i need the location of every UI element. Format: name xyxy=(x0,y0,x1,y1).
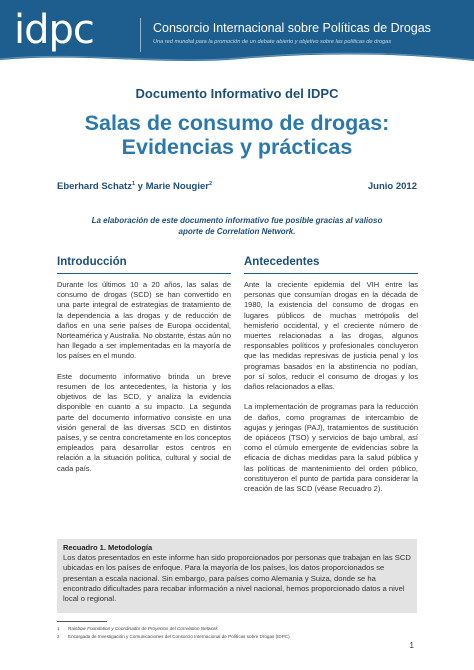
header-banner xyxy=(0,0,474,66)
acknowledgement-line-2: aporte de Correlation Network. xyxy=(178,227,296,236)
column-introduccion xyxy=(57,280,231,484)
paragraph: Durante los últimos 10 a 20 años, las salas de consumo de drogas (SCD) se han convertido en una parte integral de estrategias de tratamiento de la dependencia a las drogas y de reducción de daños en una serie países de Europa occidental, Norteamérica y Australia. No obstante, éstas aún no han llegado a ser implementadas en la mayoría de los países en el mundo. xyxy=(57,280,231,361)
header-wave-decoration xyxy=(0,50,474,68)
page-title xyxy=(0,111,474,159)
paragraph: Este documento informativo brinda un breve resumen de los antecedentes, la historia y los objetivos de las SCD, y analiza la evidencia disponible en cuanto a su impacto. La segunda parte del documento informativo consiste en una visión general de las diversas SCD en distintos países, y se centra concretamente en los conceptos empleados para desarrollar estos centros en relación a la situación política, cultural y social de cada país. xyxy=(57,371,231,473)
heading-introduccion: Introducción xyxy=(57,256,127,268)
acknowledgement-line-1: La elaboración de este documento informativo fue posible gracias al valioso xyxy=(91,216,383,225)
footnote-number: 1 xyxy=(57,626,60,631)
footnote-text: Rainbow Foundation y Coordinador de Proyectos del Correlation Network xyxy=(68,626,218,631)
footnote xyxy=(57,625,218,632)
page-number: 1 xyxy=(409,641,414,650)
document-type: Documento Informativo del IDPC xyxy=(135,86,339,101)
heading-underline xyxy=(57,273,231,274)
title-line-1: Salas de consumo de drogas: xyxy=(84,111,390,135)
footnote-text: Encargada de Investigación y Comunicaciones del Consorcio Internacional de Políticas sobre Drogas (IDPC) xyxy=(68,634,290,639)
heading-antecedentes: Antecedentes xyxy=(244,256,320,268)
footnote-ref-2: 2 xyxy=(208,181,213,187)
column-antecedentes xyxy=(244,280,418,504)
paragraph: Ante la creciente epidemia del VIH entre las personas que consumían drogas en la década de 1980, la existencia del consumo de drogas en lugares públicos de muchas metrópolis del hemisferio occidental, y el creciente número de muertes relacionadas a las drogas, algunos responsables políticos y profesionales concluyeron que las medidas represivas de justicia penal y los programas basados en la abstinencia no podían, por sí solos, reducir el consumo de drogas y los daños relacionados a ellas. xyxy=(244,280,418,392)
footnote-number: 2 xyxy=(57,634,60,639)
footnote-ref-1: 1 xyxy=(131,181,136,187)
publication-date: Junio 2012 xyxy=(367,181,417,192)
authors xyxy=(57,181,212,192)
footnote-divider xyxy=(57,621,107,622)
heading-underline xyxy=(244,273,418,274)
author-2: y Marie Nougier xyxy=(135,181,209,193)
recuadro-text: Los datos presentados en este informe han sido proporcionados por personas que trabajan en las SCD ubicadas en los países de enfoque. Para la mayoría de los países, los datos proporcionados se presentan a escala nacional. Sin embargo, para países como Alemania y Suiza, donde se ha encontrado dificultades para recabar información a nivel nacional, hemos proporcionado datos a nivel local o regional. xyxy=(63,553,411,604)
recuadro-metodologia xyxy=(57,539,417,613)
org-name: Consorcio Internacional sobre Políticas de Drogas xyxy=(153,21,431,35)
idpc-logo: idpc xyxy=(14,7,94,53)
logo-divider xyxy=(140,18,141,52)
org-tagline: Una red mundial para la promoción de un debate abierto y objetivo sobre las políticas de drogas xyxy=(153,39,392,45)
footnote xyxy=(57,633,290,640)
recuadro-title: Recuadro 1. Metodología xyxy=(63,543,153,552)
acknowledgement xyxy=(70,215,404,237)
paragraph: La implementación de programas para la reducción de daños, como programas de intercambio de agujas y jeringas (PAJ), tratamientos de sustitución de opiáceos (TSO) y servicios de bajo umbral, así como el cúmulo emergente de evidencias sobre la eficacia de dichas medidas para la salud pública y las políticas de mantenimiento del orden público, constituyeron el punto de partida para considerar la creación de las SCD (véase Recuadro 2). xyxy=(244,402,418,494)
author-1: Eberhard Schatz xyxy=(57,181,132,193)
title-line-2: Evidencias y prácticas xyxy=(121,135,353,159)
